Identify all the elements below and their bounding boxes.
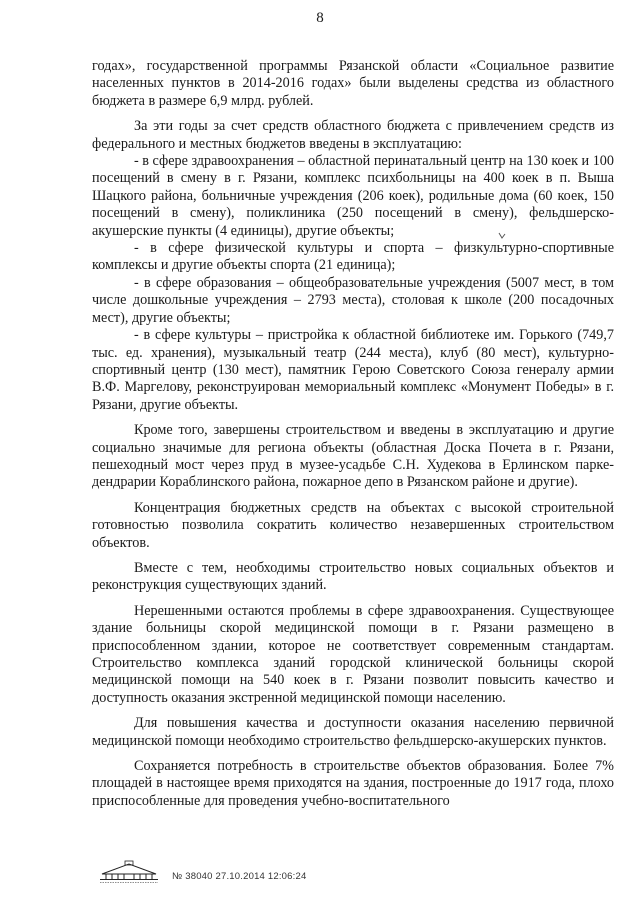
document-footer — [98, 858, 306, 884]
paragraph: За эти годы за счет средств областного бюджета с привлечением средств из федерального и местных бюджетов введены в эксплуатацию: — [92, 118, 614, 152]
document-body — [92, 58, 614, 810]
list-item: - в сфере образования – общеобразовательные учреждения (5007 мест, в том числе дошкольные учреждения – 2793 места), столовая к школе (200 посадочных мест), другие объекты; — [92, 274, 614, 326]
paragraph: Кроме того, завершены строительством и введены в эксплуатацию и другие социально значимые для региона объекты (областная Доска Почета в г. Рязани, пешеходный мост через пруд в музее-усадьбе С.Н. Худекова в Ерлинском парке-дендрарии Кораблинского района, пожарное депо в Рязанском районе и другие). — [92, 422, 614, 491]
list-item: - в сфере здравоохранения – областной перинатальный центр на 130 коек и 100 посещений в смену в г. Рязани, комплекс психбольницы на 400 коек в п. Выша Шацкого района, больничные учреждения (206 коек), родильные дома (60 коек, 150 посещений в смену), поликлиника (250 посещений в смену), фельдшерско-акушерские пункты (4 единицы), другие объекты; — [92, 153, 614, 239]
page-number: 8 — [316, 10, 324, 26]
building-logo-icon — [98, 860, 160, 884]
paragraph: Концентрация бюджетных средств на объектах с высокой строительной готовностью позволила сократить количество незавершенных строительством объектов. — [92, 499, 614, 551]
paragraph: Для повышения качества и доступности оказания населению первичной медицинской помощи необходимо строительство фельдшерско-акушерских пунктов. — [92, 715, 614, 749]
paragraph: годах», государственной программы Рязанской области «Социальное развитие населенных пунктов в 2014-2016 годах» были выделены средства из областного бюджета в размере 6,9 млрд. рублей. — [92, 58, 614, 109]
list-item: - в сфере физической культуры и спорта – физкультурно-спортивные комплексы и другие объекты спорта (21 единица); — [92, 240, 614, 274]
paragraph: Нерешенными остаются проблемы в сфере здравоохранения. Существующее здание больницы скорой медицинской помощи в г. Рязани размещено в приспособленном здании, которое не соответствует современным стандартам. Строительство комплекса зданий городской клинической больницы скорой медицинской помощи на 540 коек в г. Рязани позволит повысить качество и доступность оказания экстренной медицинской помощи населению. — [92, 602, 614, 706]
paragraph: Сохраняется потребность в строительстве объектов образования. Более 7% площадей в настоящее время приходятся на здания, построенные до 1917 года, плохо приспособленные для проведения учебно-воспитательного — [92, 758, 614, 809]
document-registration-code: № 38040 27.10.2014 12:06:24 — [172, 871, 307, 882]
scan-mark-icon — [498, 232, 506, 239]
list-item: - в сфере культуры – пристройка к областной библиотеке им. Горького (749,7 тыс. ед. хранения), музыкальный театр (244 места), клуб (80 мест), культурно-спортивный центр (130 мест), памятник Герою Советского Союза генералу армии В.Ф. Маргелову, реконструирован мемориальный комплекс «Монумент Победы» в г. Рязани, другие объекты. — [92, 327, 614, 413]
paragraph: Вместе с тем, необходимы строительство новых социальных объектов и реконструкция существующих зданий. — [92, 559, 614, 594]
